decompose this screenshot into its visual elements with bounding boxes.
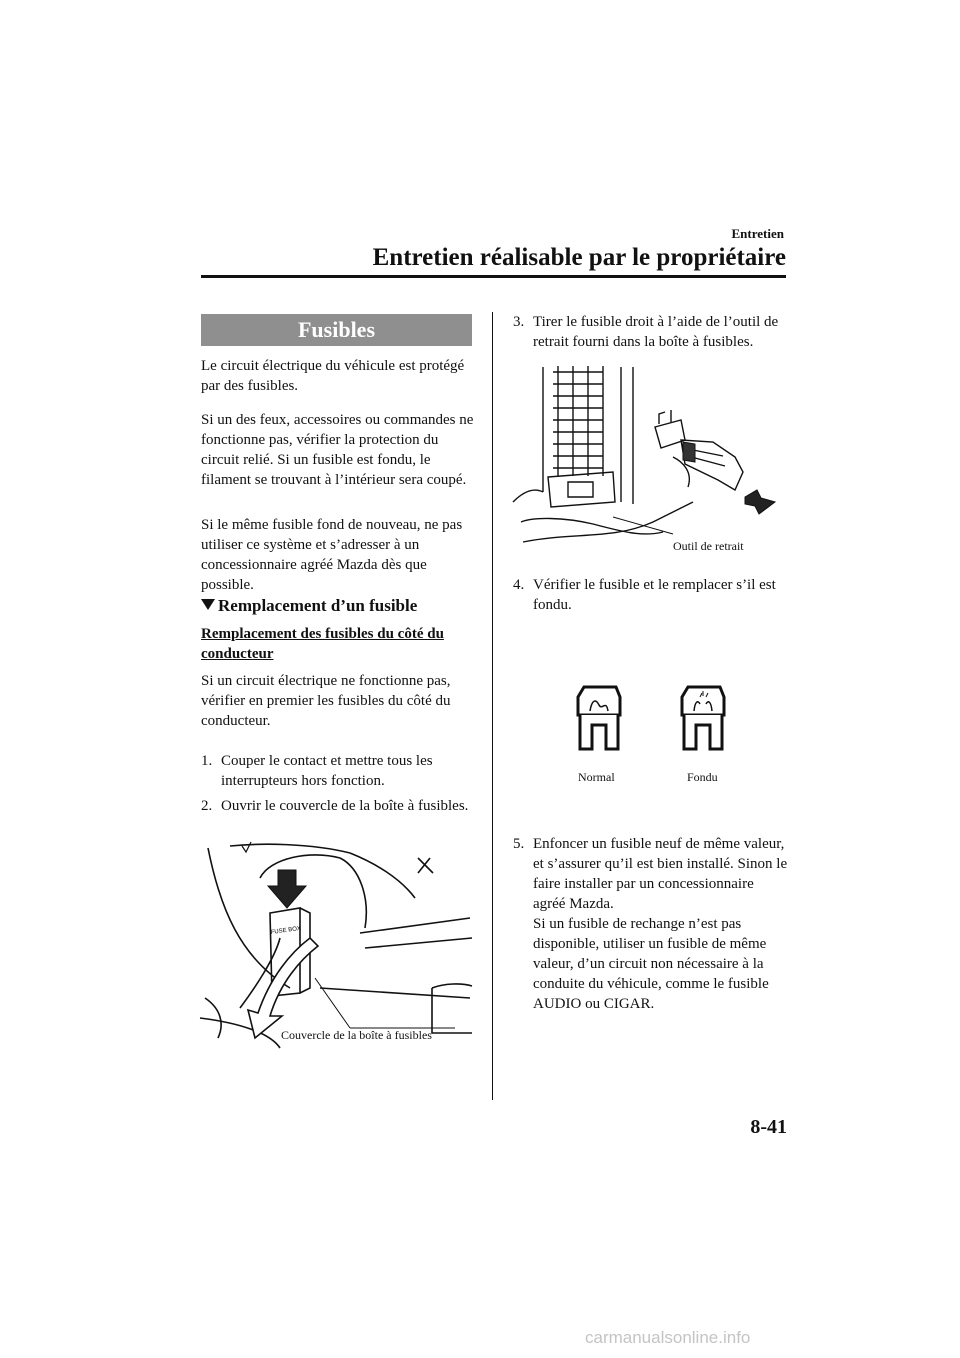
section-heading xyxy=(201,596,417,616)
step-text: Ouvrir le couvercle de la boîte à fusibles. xyxy=(221,798,469,814)
fuse-box-label: FUSE BOX xyxy=(270,925,302,936)
check-paragraph: Si un des feux, accessoires ou commandes ne fonctionne pas, vérifier la protection du circuit relié. Si un fusible est fondu, le filament se trouvant à l’intérieur sera coupé. xyxy=(201,412,474,488)
fuse-box-cover-caption: Couvercle de la boîte à fusibles xyxy=(281,1028,432,1042)
step-number: 3. xyxy=(513,314,525,330)
step-text: Enfoncer un fusible neuf de même valeur, et s’assurer qu’il est bien installé. Sinon le faire installer par un concessionnaire agréé Mazda. Si un fusible de rechange n’est pas disponible, utiliser un fusible de même valeur, d’un circuit non nécessaire à la conduite du véhicule, comme le fusible AUDIO ou CIGAR. xyxy=(533,836,788,1012)
fusibles-banner: Fusibles xyxy=(201,314,472,346)
intro-paragraph: Le circuit électrique du véhicule est protégé par des fusibles. xyxy=(201,358,465,394)
blown-fuse-caption: Fondu xyxy=(687,770,718,784)
step-number: 2. xyxy=(201,798,213,814)
step-text: Vérifier le fusible et le remplacer s’il est fondu. xyxy=(533,577,776,613)
page-number: 8-41 xyxy=(750,1116,787,1138)
step-number: 1. xyxy=(201,753,213,769)
section-heading-text: Remplacement d’un fusible xyxy=(218,596,418,615)
section-title: Entretien xyxy=(731,226,784,241)
step-3 xyxy=(513,312,789,352)
step-2 xyxy=(201,796,476,816)
driver-side-paragraph: Si un circuit électrique ne fonctionne pas, vérifier en premier les fusibles du côté du conducteur. xyxy=(201,673,451,729)
step-number: 5. xyxy=(513,836,525,852)
subheading: Remplacement des fusibles du côté du conducteur xyxy=(201,626,444,662)
header-rule xyxy=(201,275,786,278)
column-divider xyxy=(492,312,493,1100)
fuse-box-cover-illustration xyxy=(200,838,475,1048)
normal-fuse-caption: Normal xyxy=(578,770,615,784)
puller-tool-caption: Outil de retrait xyxy=(673,539,744,553)
step-4 xyxy=(513,575,789,615)
dealer-paragraph: Si le même fusible fond de nouveau, ne pas utiliser ce système et s’adresser à un concessionnaire agréé Mazda dès que possible. xyxy=(201,517,463,593)
step-number: 4. xyxy=(513,577,525,593)
chapter-title: Entretien réalisable par le propriétaire xyxy=(372,244,786,271)
step-1 xyxy=(201,751,476,791)
blown-fuse-illustration xyxy=(678,685,728,755)
triangle-bullet-icon xyxy=(201,599,215,610)
step-5 xyxy=(513,834,789,1014)
step-text: Couper le contact et mettre tous les interrupteurs hors fonction. xyxy=(221,753,433,789)
fuse-puller-illustration xyxy=(513,362,788,547)
normal-fuse-illustration xyxy=(574,685,624,755)
step-text: Tirer le fusible droit à l’aide de l’outil de retrait fourni dans la boîte à fusibles. xyxy=(533,314,779,350)
footer-watermark: carmanualsonline.info xyxy=(585,1328,751,1347)
